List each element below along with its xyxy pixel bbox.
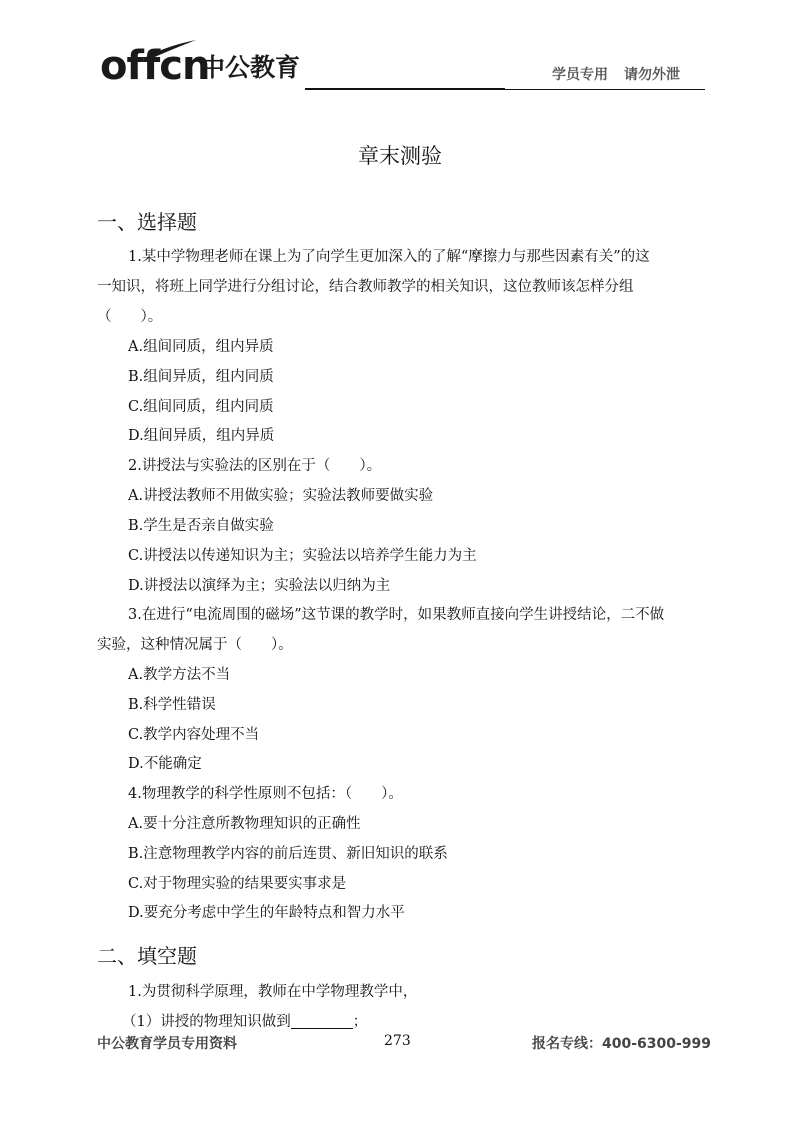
q1-option-c: C.组间同质，组内同质 bbox=[128, 399, 274, 415]
q3-text-line: 3.在进行“电流周围的磁场”这节课的教学时，如果教师直接向学生讲授结论，二不做 bbox=[128, 607, 665, 623]
q3-option-c: C.教学内容处理不当 bbox=[128, 727, 260, 743]
q4-option-b: B.注意物理教学内容的前后连贯、新旧知识的联系 bbox=[128, 846, 448, 862]
q3-option-a: A.教学方法不当 bbox=[128, 667, 231, 683]
logo-wordmark-cn: 中公教育 bbox=[200, 53, 301, 82]
q1-text-line: 1.某中学物理老师在课上为了向学生更加深入的了解“摩擦力与那些因素有关”的这 bbox=[128, 249, 650, 265]
q2-option-c: C.讲授法以传递知识为主；实验法以培养学生能力为主 bbox=[128, 548, 477, 564]
q4-text-line: 4.物理教学的科学性原则不包括：（ ）。 bbox=[128, 786, 403, 802]
header-note-students-only: 学员专用 bbox=[552, 67, 608, 83]
header-rule-thick bbox=[305, 88, 505, 90]
footer-hotline: 报名专线：400-6300-999 bbox=[532, 1036, 712, 1052]
q3-option-d: D.不能确定 bbox=[128, 756, 202, 772]
fill-q1-text-line: 1.为贯彻科学原理，教师在中学物理教学中， bbox=[128, 984, 418, 1000]
q2-text-line: 2.讲授法与实验法的区别在于（ ）。 bbox=[128, 458, 382, 474]
q2-option-b: B.学生是否亲自做实验 bbox=[128, 518, 274, 534]
fill-q1-sub1-text: （1）讲授的物理知识做到 bbox=[122, 1014, 291, 1030]
q1-option-a: A.组间同质，组内异质 bbox=[128, 339, 274, 355]
page-header bbox=[0, 0, 800, 100]
q1-text-line: （ ）。 bbox=[97, 309, 163, 325]
answer-blank[interactable] bbox=[291, 1012, 353, 1029]
fill-q1-sub1-end: ； bbox=[352, 1014, 368, 1030]
page-title: 章末测验 bbox=[358, 144, 442, 168]
q4-option-a: A.要十分注意所教物理知识的正确性 bbox=[128, 816, 361, 832]
q3-option-b: B.科学性错误 bbox=[128, 697, 216, 713]
q2-option-d: D.讲授法以演绎为主；实验法以归纳为主 bbox=[128, 578, 391, 594]
page-number: 273 bbox=[384, 1033, 411, 1049]
logo-wordmark-en: offcn bbox=[100, 43, 210, 89]
section-heading-choice: 一、选择题 bbox=[97, 210, 197, 234]
q4-option-c: C.对于物理实验的结果要实事求是 bbox=[128, 876, 347, 892]
q4-option-d: D.要充分考虑中学生的年龄特点和智力水平 bbox=[128, 905, 405, 921]
q2-option-a: A.讲授法教师不用做实验；实验法教师要做实验 bbox=[128, 488, 434, 504]
header-note-no-leak: 请勿外泄 bbox=[624, 67, 680, 83]
q3-text-line: 实验，这种情况属于（ ）。 bbox=[97, 637, 293, 653]
footer-material-label: 中公教育学员专用资料 bbox=[97, 1036, 237, 1052]
q1-text-line: 一知识，将班上同学进行分组讨论，结合教师教学的相关知识，这位教师该怎样分组 bbox=[97, 279, 634, 295]
header-note bbox=[552, 64, 680, 84]
section-heading-fill-blank: 二、填空题 bbox=[97, 944, 197, 968]
q1-option-d: D.组间异质，组内异质 bbox=[128, 428, 275, 444]
q1-option-b: B.组间异质，组内同质 bbox=[128, 369, 274, 385]
fill-q1-sub1 bbox=[122, 1011, 367, 1033]
header-rule-thin bbox=[505, 89, 705, 90]
logo-swoosh-icon bbox=[140, 38, 200, 62]
